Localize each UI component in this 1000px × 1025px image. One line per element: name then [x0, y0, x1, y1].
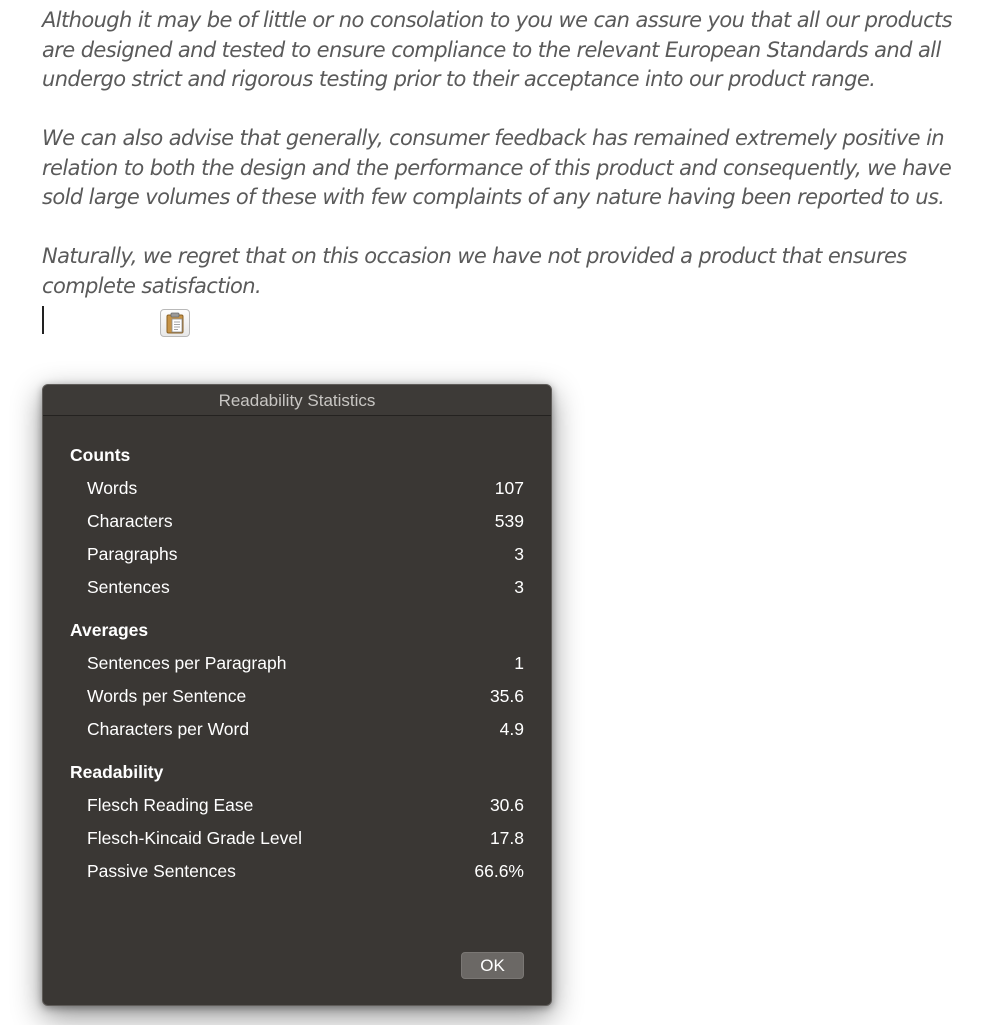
stat-label: Characters per Word — [87, 719, 250, 739]
dialog-title: Readability Statistics — [218, 390, 376, 410]
stat-row-sentences — [87, 577, 524, 599]
document-paragraph[interactable]: Naturally, we regret that on this occasion we have not provided a product that ensures complete satisfaction. — [42, 244, 907, 298]
stat-label: Flesch Reading Ease — [87, 795, 254, 815]
stat-label: Sentences — [87, 577, 170, 597]
stat-row-characters — [87, 511, 524, 533]
document-paragraph[interactable]: Although it may be of little or no consolation to you we can assure you that all our products are designed and tested to ensure compliance to the relevant European Standards and all undergo strict and rigorous testing prior to their acceptance into our product range. — [42, 8, 952, 91]
stat-value: 1 — [514, 653, 524, 673]
counts-heading: Counts — [70, 445, 131, 465]
stat-value: 107 — [494, 478, 524, 498]
stat-value: 4.9 — [499, 719, 524, 739]
stat-row-paragraphs — [87, 544, 524, 566]
stat-value: 35.6 — [489, 686, 524, 706]
stat-label: Characters — [87, 511, 173, 531]
stat-label: Passive Sentences — [87, 861, 236, 881]
stat-row-sentences-per-paragraph — [87, 653, 524, 675]
readability-heading: Readability — [70, 762, 164, 782]
readability-statistics-dialog — [42, 384, 552, 1006]
stat-row-characters-per-word — [87, 719, 524, 741]
stat-row-flesch-kincaid-grade-level — [87, 828, 524, 850]
stat-value: 539 — [494, 511, 524, 531]
averages-heading: Averages — [70, 620, 149, 640]
stat-value: 3 — [514, 544, 524, 564]
stat-value: 17.8 — [489, 828, 524, 848]
document-paragraph[interactable]: We can also advise that generally, consumer feedback has remained extremely positive in relation to both the design and the performance of this product and consequently, we have sold large volumes of these with few complaints of any nature having been reported to us. — [42, 126, 952, 209]
stat-row-flesch-reading-ease — [87, 795, 524, 817]
clipboard-icon — [165, 312, 185, 334]
stat-value: 3 — [514, 577, 524, 597]
stat-row-passive-sentences — [87, 861, 524, 883]
stat-label: Paragraphs — [87, 544, 178, 564]
stat-label: Flesch-Kincaid Grade Level — [87, 828, 302, 848]
text-cursor — [42, 306, 44, 334]
paste-options-button[interactable] — [160, 309, 190, 337]
stat-row-words — [87, 478, 524, 500]
document-body[interactable] — [42, 6, 982, 331]
stat-label: Sentences per Paragraph — [87, 653, 287, 673]
ok-button[interactable]: OK — [461, 952, 524, 979]
stat-row-words-per-sentence — [87, 686, 524, 708]
stat-label: Words per Sentence — [87, 686, 247, 706]
dialog-titlebar[interactable] — [43, 385, 551, 416]
stat-label: Words — [87, 478, 138, 498]
stat-value: 66.6% — [474, 861, 524, 881]
stat-value: 30.6 — [489, 795, 524, 815]
